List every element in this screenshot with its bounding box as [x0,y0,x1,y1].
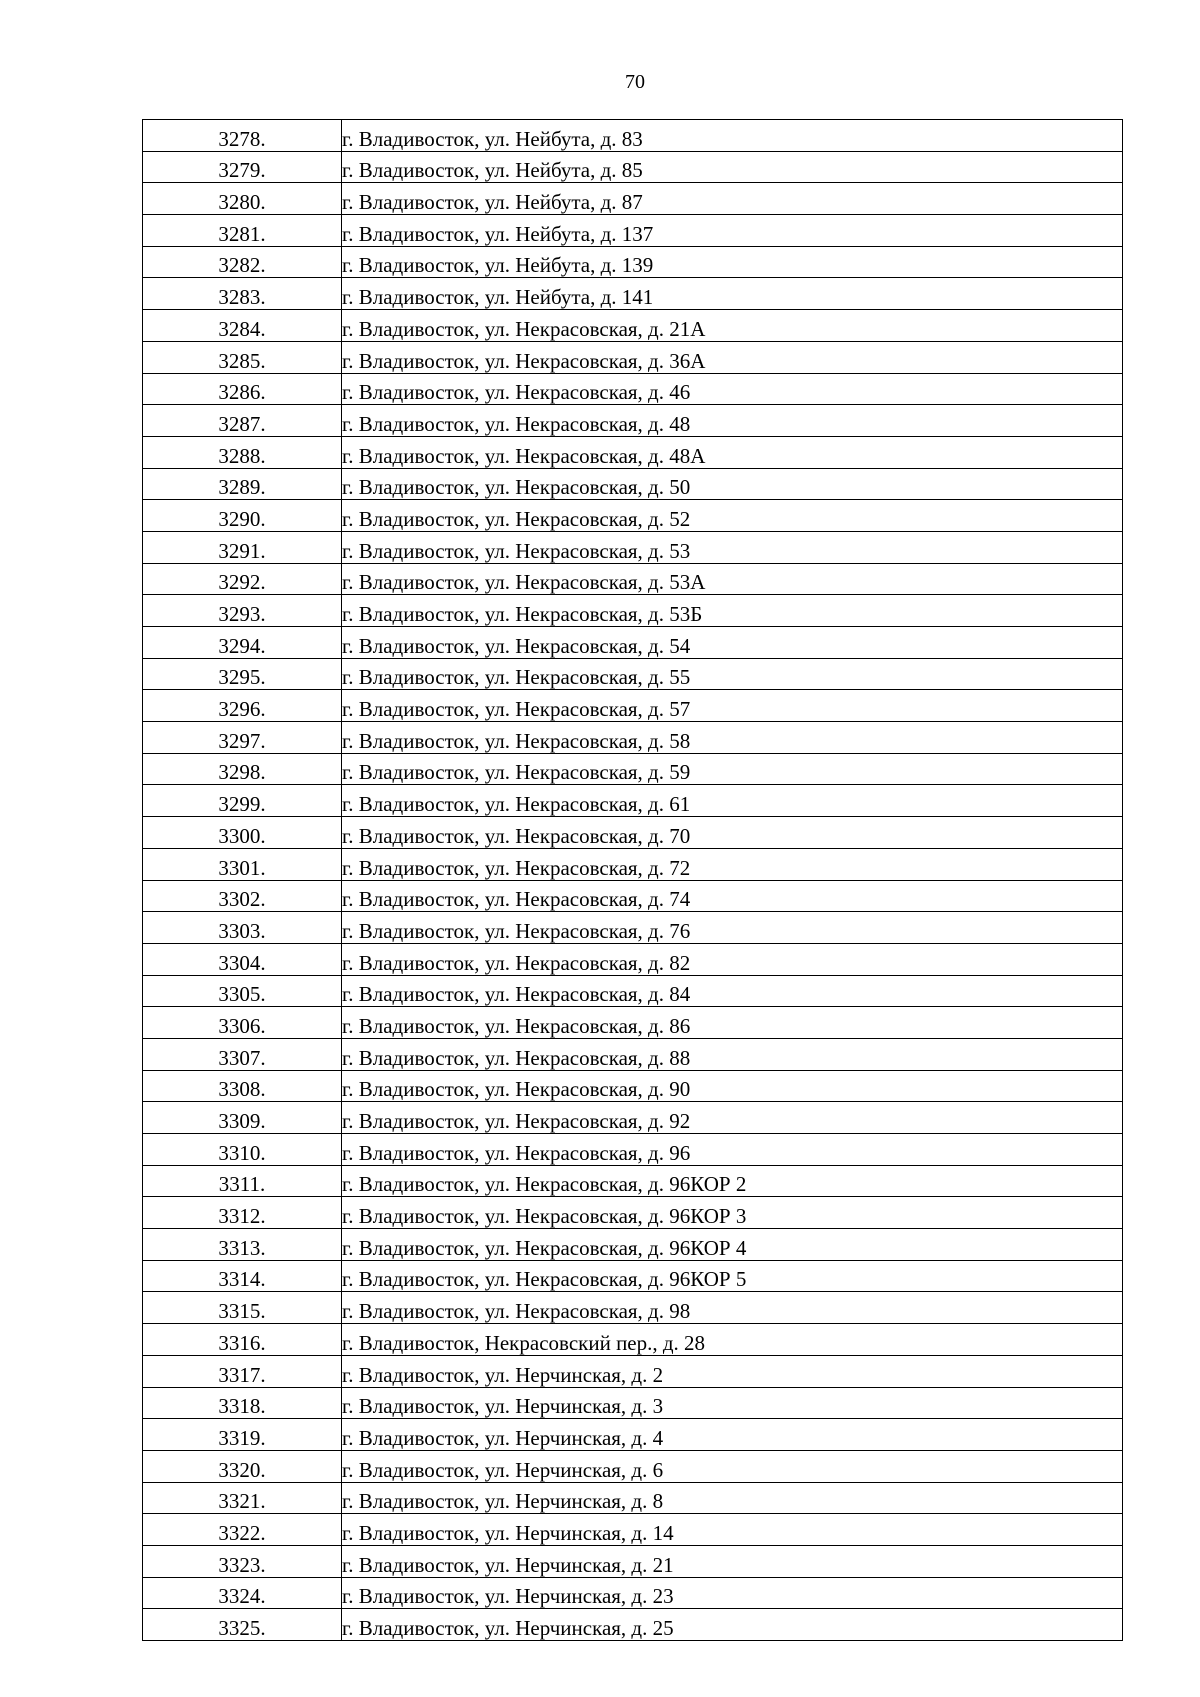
row-address: г. Владивосток, ул. Нейбута, д. 87 [342,183,1123,215]
row-number: 3306. [143,1007,342,1039]
row-number: 3313. [143,1229,342,1261]
row-number: 3302. [143,880,342,912]
table-row [143,690,1123,722]
row-address: г. Владивосток, ул. Некрасовская, д. 76 [342,912,1123,944]
row-address: г. Владивосток, ул. Некрасовская, д. 96КОР 2 [342,1165,1123,1197]
table-row [143,1482,1123,1514]
row-number: 3286. [143,373,342,405]
row-address: г. Владивосток, ул. Некрасовская, д. 96КОР 4 [342,1229,1123,1261]
table-row [143,468,1123,500]
row-number: 3318. [143,1387,342,1419]
table-row [143,183,1123,215]
row-address: г. Владивосток, ул. Некрасовская, д. 21А [342,310,1123,342]
row-number: 3294. [143,627,342,659]
row-address: г. Владивосток, ул. Нерчинская, д. 25 [342,1609,1123,1641]
table-row [143,215,1123,247]
row-address: г. Владивосток, ул. Некрасовская, д. 54 [342,627,1123,659]
row-address: г. Владивосток, ул. Нейбута, д. 85 [342,151,1123,183]
row-address: г. Владивосток, ул. Некрасовская, д. 96КОР 5 [342,1260,1123,1292]
row-number: 3295. [143,658,342,690]
table-row [143,1070,1123,1102]
row-address: г. Владивосток, ул. Некрасовская, д. 48А [342,436,1123,468]
row-number: 3292. [143,563,342,595]
row-address: г. Владивосток, ул. Некрасовская, д. 53Б [342,595,1123,627]
row-address: г. Владивосток, ул. Некрасовская, д. 59 [342,753,1123,785]
row-address: г. Владивосток, Некрасовский пер., д. 28 [342,1324,1123,1356]
row-number: 3310. [143,1134,342,1166]
row-number: 3325. [143,1609,342,1641]
page-number: 70 [625,71,645,93]
row-address: г. Владивосток, ул. Некрасовская, д. 55 [342,658,1123,690]
row-number: 3312. [143,1197,342,1229]
row-address: г. Владивосток, ул. Нерчинская, д. 8 [342,1482,1123,1514]
row-address: г. Владивосток, ул. Нерчинская, д. 3 [342,1387,1123,1419]
row-address: г. Владивосток, ул. Нейбута, д. 141 [342,278,1123,310]
table-row [143,1038,1123,1070]
row-address: г. Владивосток, ул. Некрасовская, д. 86 [342,1007,1123,1039]
table-row [143,753,1123,785]
row-address: г. Владивосток, ул. Некрасовская, д. 84 [342,975,1123,1007]
row-number: 3315. [143,1292,342,1324]
row-address: г. Владивосток, ул. Нерчинская, д. 14 [342,1514,1123,1546]
row-number: 3296. [143,690,342,722]
address-table [142,119,1123,1641]
row-number: 3289. [143,468,342,500]
row-number: 3299. [143,785,342,817]
table-row [143,1260,1123,1292]
row-address: г. Владивосток, ул. Некрасовская, д. 48 [342,405,1123,437]
row-address: г. Владивосток, ул. Некрасовская, д. 61 [342,785,1123,817]
row-number: 3317. [143,1355,342,1387]
row-address: г. Владивосток, ул. Нерчинская, д. 21 [342,1545,1123,1577]
row-number: 3303. [143,912,342,944]
row-number: 3291. [143,531,342,563]
table-row [143,817,1123,849]
row-address: г. Владивосток, ул. Нейбута, д. 83 [342,120,1123,152]
row-number: 3308. [143,1070,342,1102]
table-row [143,943,1123,975]
row-address: г. Владивосток, ул. Некрасовская, д. 72 [342,848,1123,880]
row-number: 3283. [143,278,342,310]
table-row [143,246,1123,278]
row-address: г. Владивосток, ул. Нейбута, д. 137 [342,215,1123,247]
row-address: г. Владивосток, ул. Некрасовская, д. 96 [342,1134,1123,1166]
address-table-body [143,120,1123,1641]
row-address: г. Владивосток, ул. Некрасовская, д. 98 [342,1292,1123,1324]
table-row [143,1514,1123,1546]
table-row [143,151,1123,183]
row-number: 3319. [143,1419,342,1451]
table-row [143,595,1123,627]
table-row [143,1545,1123,1577]
row-number: 3304. [143,943,342,975]
row-address: г. Владивосток, ул. Нерчинская, д. 23 [342,1577,1123,1609]
row-address: г. Владивосток, ул. Некрасовская, д. 46 [342,373,1123,405]
table-row [143,1165,1123,1197]
table-row [143,1324,1123,1356]
table-row [143,405,1123,437]
table-row [143,1387,1123,1419]
table-row [143,1229,1123,1261]
row-address: г. Владивосток, ул. Некрасовская, д. 50 [342,468,1123,500]
row-address: г. Владивосток, ул. Некрасовская, д. 90 [342,1070,1123,1102]
row-address: г. Владивосток, ул. Некрасовская, д. 88 [342,1038,1123,1070]
row-number: 3298. [143,753,342,785]
row-number: 3307. [143,1038,342,1070]
row-number: 3309. [143,1102,342,1134]
row-number: 3278. [143,120,342,152]
table-row [143,1609,1123,1641]
row-number: 3279. [143,151,342,183]
row-address: г. Владивосток, ул. Нейбута, д. 139 [342,246,1123,278]
row-number: 3323. [143,1545,342,1577]
table-row [143,1102,1123,1134]
row-number: 3290. [143,500,342,532]
table-row [143,563,1123,595]
row-number: 3280. [143,183,342,215]
table-row [143,278,1123,310]
row-address: г. Владивосток, ул. Нерчинская, д. 4 [342,1419,1123,1451]
row-address: г. Владивосток, ул. Некрасовская, д. 70 [342,817,1123,849]
row-address: г. Владивосток, ул. Некрасовская, д. 58 [342,722,1123,754]
row-address: г. Владивосток, ул. Некрасовская, д. 57 [342,690,1123,722]
table-row [143,1197,1123,1229]
row-number: 3314. [143,1260,342,1292]
table-row [143,1292,1123,1324]
table-row [143,1450,1123,1482]
table-row [143,785,1123,817]
row-address: г. Владивосток, ул. Некрасовская, д. 96КОР 3 [342,1197,1123,1229]
row-number: 3321. [143,1482,342,1514]
row-address: г. Владивосток, ул. Некрасовская, д. 53 [342,531,1123,563]
table-row [143,880,1123,912]
row-number: 3324. [143,1577,342,1609]
row-number: 3281. [143,215,342,247]
table-row [143,1419,1123,1451]
table-row [143,373,1123,405]
table-row [143,531,1123,563]
row-number: 3300. [143,817,342,849]
row-address: г. Владивосток, ул. Некрасовская, д. 52 [342,500,1123,532]
table-row [143,436,1123,468]
row-number: 3301. [143,848,342,880]
table-row [143,627,1123,659]
table-row [143,722,1123,754]
table-row [143,341,1123,373]
row-address: г. Владивосток, ул. Нерчинская, д. 2 [342,1355,1123,1387]
row-number: 3322. [143,1514,342,1546]
row-address: г. Владивосток, ул. Некрасовская, д. 82 [342,943,1123,975]
table-row [143,310,1123,342]
table-row [143,1134,1123,1166]
table-row [143,1355,1123,1387]
row-address: г. Владивосток, ул. Некрасовская, д. 92 [342,1102,1123,1134]
row-address: г. Владивосток, ул. Некрасовская, д. 36А [342,341,1123,373]
table-row [143,1577,1123,1609]
row-address: г. Владивосток, ул. Некрасовская, д. 74 [342,880,1123,912]
row-address: г. Владивосток, ул. Некрасовская, д. 53А [342,563,1123,595]
row-number: 3284. [143,310,342,342]
row-number: 3305. [143,975,342,1007]
table-row [143,658,1123,690]
row-number: 3297. [143,722,342,754]
table-row [143,848,1123,880]
table-row [143,975,1123,1007]
row-number: 3285. [143,341,342,373]
table-row [143,500,1123,532]
row-number: 3282. [143,246,342,278]
row-number: 3288. [143,436,342,468]
table-row [143,1007,1123,1039]
row-number: 3320. [143,1450,342,1482]
row-number: 3316. [143,1324,342,1356]
row-number: 3311. [143,1165,342,1197]
table-row [143,120,1123,152]
table-row [143,912,1123,944]
row-number: 3287. [143,405,342,437]
row-address: г. Владивосток, ул. Нерчинская, д. 6 [342,1450,1123,1482]
row-number: 3293. [143,595,342,627]
